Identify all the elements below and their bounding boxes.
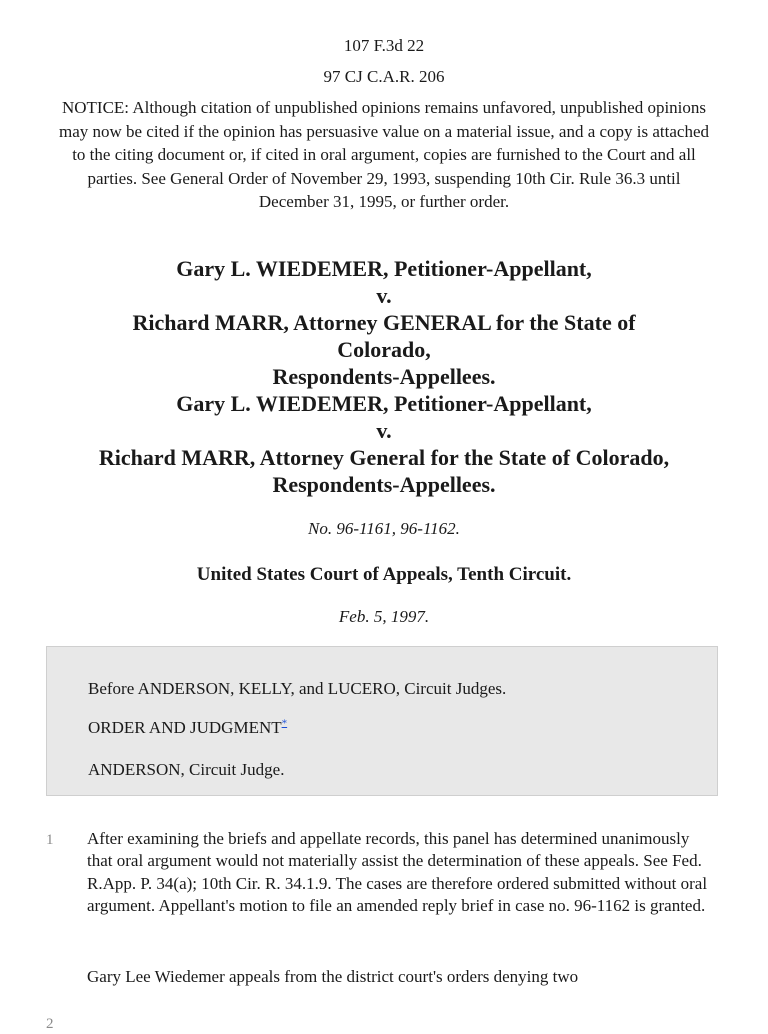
caption-line: Respondents-Appellees. [272,472,496,497]
panel-judges: Before ANDERSON, KELLY, and LUCERO, Circuit Judges. [88,679,507,698]
caption-line: Gary L. WIEDEMER, Petitioner-Appellant, [176,391,592,416]
court-name: United States Court of Appeals, Tenth Circuit. [196,564,572,585]
caption-line: Gary L. WIEDEMER, Petitioner-Appellant, [176,256,592,281]
decision-date: Feb. 5, 1997. [338,607,430,626]
paragraph-text: Gary Lee Wiedemer appeals from the district court's orders denying two [87,967,579,986]
paragraph-text: After examining the briefs and appellate records, this panel has determined unanimously that oral argument would not materially assist the determination of these appeals. See Fed. R.App. P. 34(a); 10th Cir. R. 34.1.9. The cases are therefore ordered submitted without oral argument. Appellant's motion to file an amended reply brief in case no. 96-1162 is granted. [87,829,708,916]
caption-line: Richard MARR, Attorney General for the State of Colorado, [98,445,670,470]
opinion-author: ANDERSON, Circuit Judge. [88,760,285,779]
unpublished-notice: NOTICE: Although citation of unpublished opinions remains unfavored, unpublished opinions may now be cited if the opinion has persuasive value on a material issue, and a copy is attached to the citing document or, if cited in oral argument, copies are furnished to the Court and all parties. See General Order of November 29, 1993, suspending 10th Cir. Rule 36.3 until December 31, 1995, or further order. [58,98,710,212]
paragraph-number: 2 [46,1016,54,1032]
reporter-citation: 107 F.3d 22 [343,36,425,55]
case-caption [0,255,768,498]
paragraph-number: 1 [46,832,54,848]
footnote-link[interactable]: * [281,717,288,730]
order-title [88,718,287,738]
caption-line: Colorado, [337,337,431,362]
caption-line: v. [376,283,392,308]
judges-panel [46,646,718,796]
caption-line: v. [376,418,392,443]
caption-line: Respondents-Appellees. [272,364,496,389]
docket-number: No. 96-1161, 96-1162. [308,519,460,538]
parallel-citation: 97 CJ C.A.R. 206 [323,67,445,86]
order-title-text: ORDER AND JUDGMENT [88,718,282,737]
caption-line: Richard MARR, Attorney GENERAL for the State of [132,310,636,335]
